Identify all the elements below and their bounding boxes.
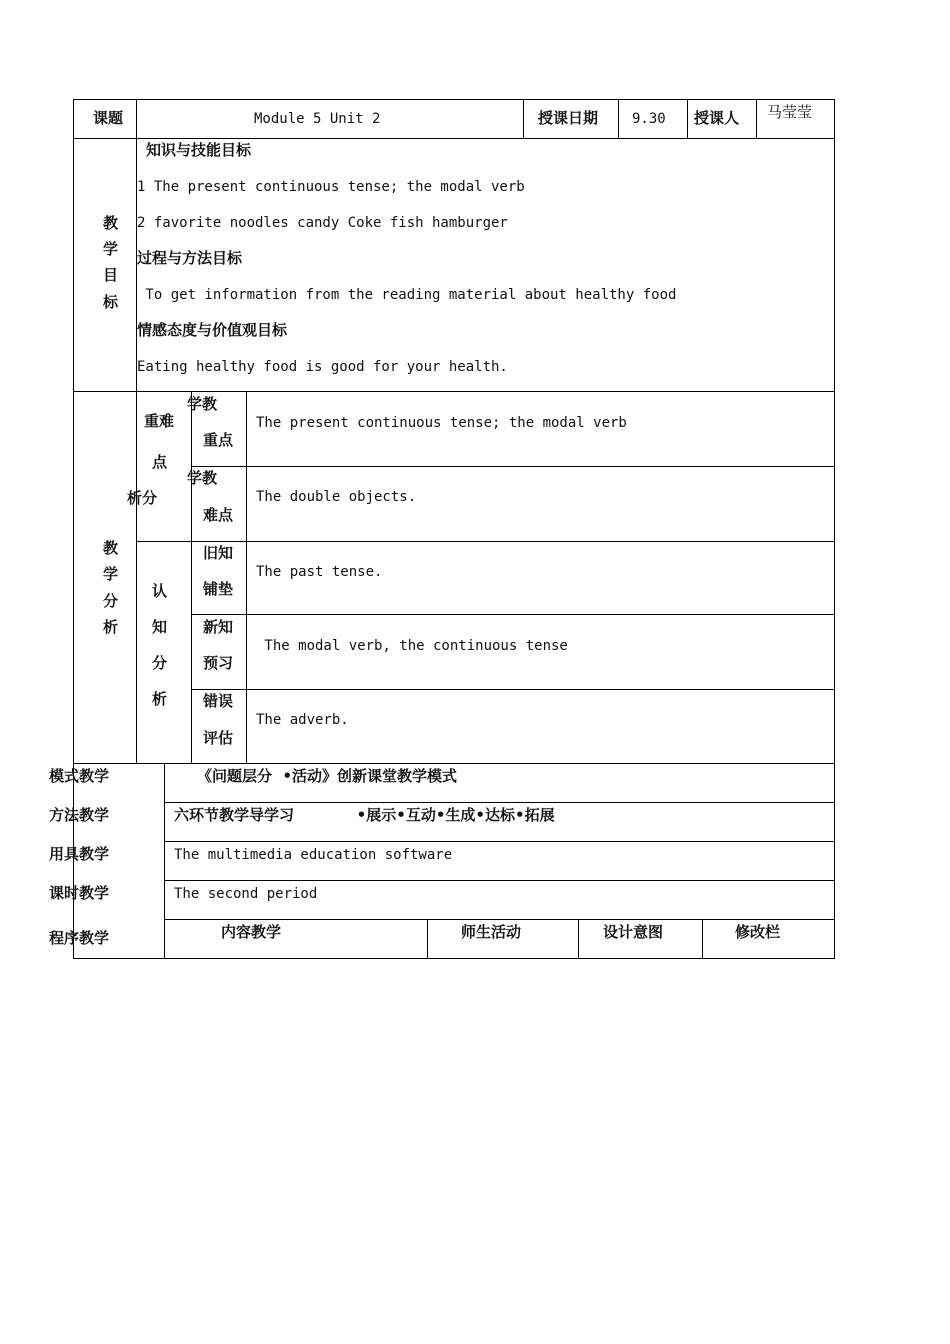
analysis-row-label-bottom: 难点 [203, 506, 234, 524]
process-item: To get information from the reading material about healthy food [137, 287, 677, 303]
analysis-side-char: 分 [103, 592, 119, 610]
cognition-label-char: 分 [152, 654, 168, 672]
analysis-row-value: The adverb. [256, 712, 349, 728]
class-hours-label: 课时教学 [49, 884, 110, 902]
teacher-value: 马莹莹 [767, 103, 813, 121]
cognition-label-char: 析 [152, 690, 168, 708]
teaching-method-label: 方法教学 [49, 806, 110, 824]
analysis-row-value: The present continuous tense; the modal verb [256, 415, 627, 431]
procedure-column-header: 内容教学 [221, 923, 282, 941]
analysis-row-label-top: 旧知 [203, 544, 234, 562]
procedure-column-header: 设计意图 [603, 923, 664, 941]
objectives-side-char: 教 [103, 214, 119, 232]
analysis-row-label-top: 学教 [187, 469, 218, 487]
analysis-row-value: The modal verb, the continuous tense [256, 638, 568, 654]
procedure-column-header: 师生活动 [461, 923, 522, 941]
emotion-heading: 情感态度与价值观目标 [137, 321, 288, 339]
procedure-column-header: 修改栏 [735, 923, 781, 941]
cognition-label-char: 知 [152, 618, 168, 636]
analysis-side-char: 学 [103, 565, 119, 583]
teaching-method-value: 六环节教学导学习 •展示•互动•生成•达标•拓展 [174, 806, 555, 824]
analysis-side-char: 析 [103, 618, 119, 636]
knowledge-heading: 知识与技能目标 [146, 141, 252, 159]
difficulty-label-part: 点 [152, 453, 168, 471]
teaching-mode-value: 《问题层分 •活动》创新课堂教学模式 [197, 767, 458, 785]
teacher-label: 授课人 [694, 109, 740, 127]
analysis-row-label-bottom: 预习 [203, 654, 234, 672]
analysis-row-value: The past tense. [256, 564, 383, 580]
analysis-row-label-top: 新知 [203, 618, 234, 636]
knowledge-item: 2 favorite noodles candy Coke fish hamburger [137, 215, 508, 231]
date-value: 9.30 [632, 111, 666, 127]
analysis-row-label-bottom: 评估 [203, 729, 234, 747]
teaching-tools-label: 用具教学 [49, 845, 110, 863]
analysis-row-value: The double objects. [256, 489, 417, 505]
date-label: 授课日期 [538, 109, 599, 127]
cognition-label-char: 认 [152, 582, 168, 600]
analysis-row-label-bottom: 铺垫 [203, 580, 234, 598]
analysis-row-label-top: 学教 [187, 395, 218, 413]
teaching-procedure-label: 程序教学 [49, 929, 110, 947]
teaching-mode-label: 模式教学 [49, 767, 110, 785]
process-heading: 过程与方法目标 [137, 249, 243, 267]
difficulty-label-part: 析分 [127, 489, 158, 507]
class-hours-value: The second period [174, 886, 318, 902]
analysis-row-label-bottom: 重点 [203, 431, 234, 449]
difficulty-label-part: 重难 [144, 412, 175, 430]
analysis-side-char: 教 [103, 539, 119, 557]
teaching-tools-value: The multimedia education software [174, 847, 453, 863]
emotion-item: Eating healthy food is good for your health. [137, 359, 508, 375]
objectives-side-char: 目 [103, 266, 119, 284]
objectives-side-char: 标 [103, 293, 119, 311]
analysis-row-label-top: 错误 [203, 692, 234, 710]
knowledge-item: 1 The present continuous tense; the modal verb [137, 179, 525, 195]
objectives-side-char: 学 [103, 240, 119, 258]
subject-label: 课题 [93, 109, 124, 127]
subject-value: Module 5 Unit 2 [254, 111, 381, 127]
